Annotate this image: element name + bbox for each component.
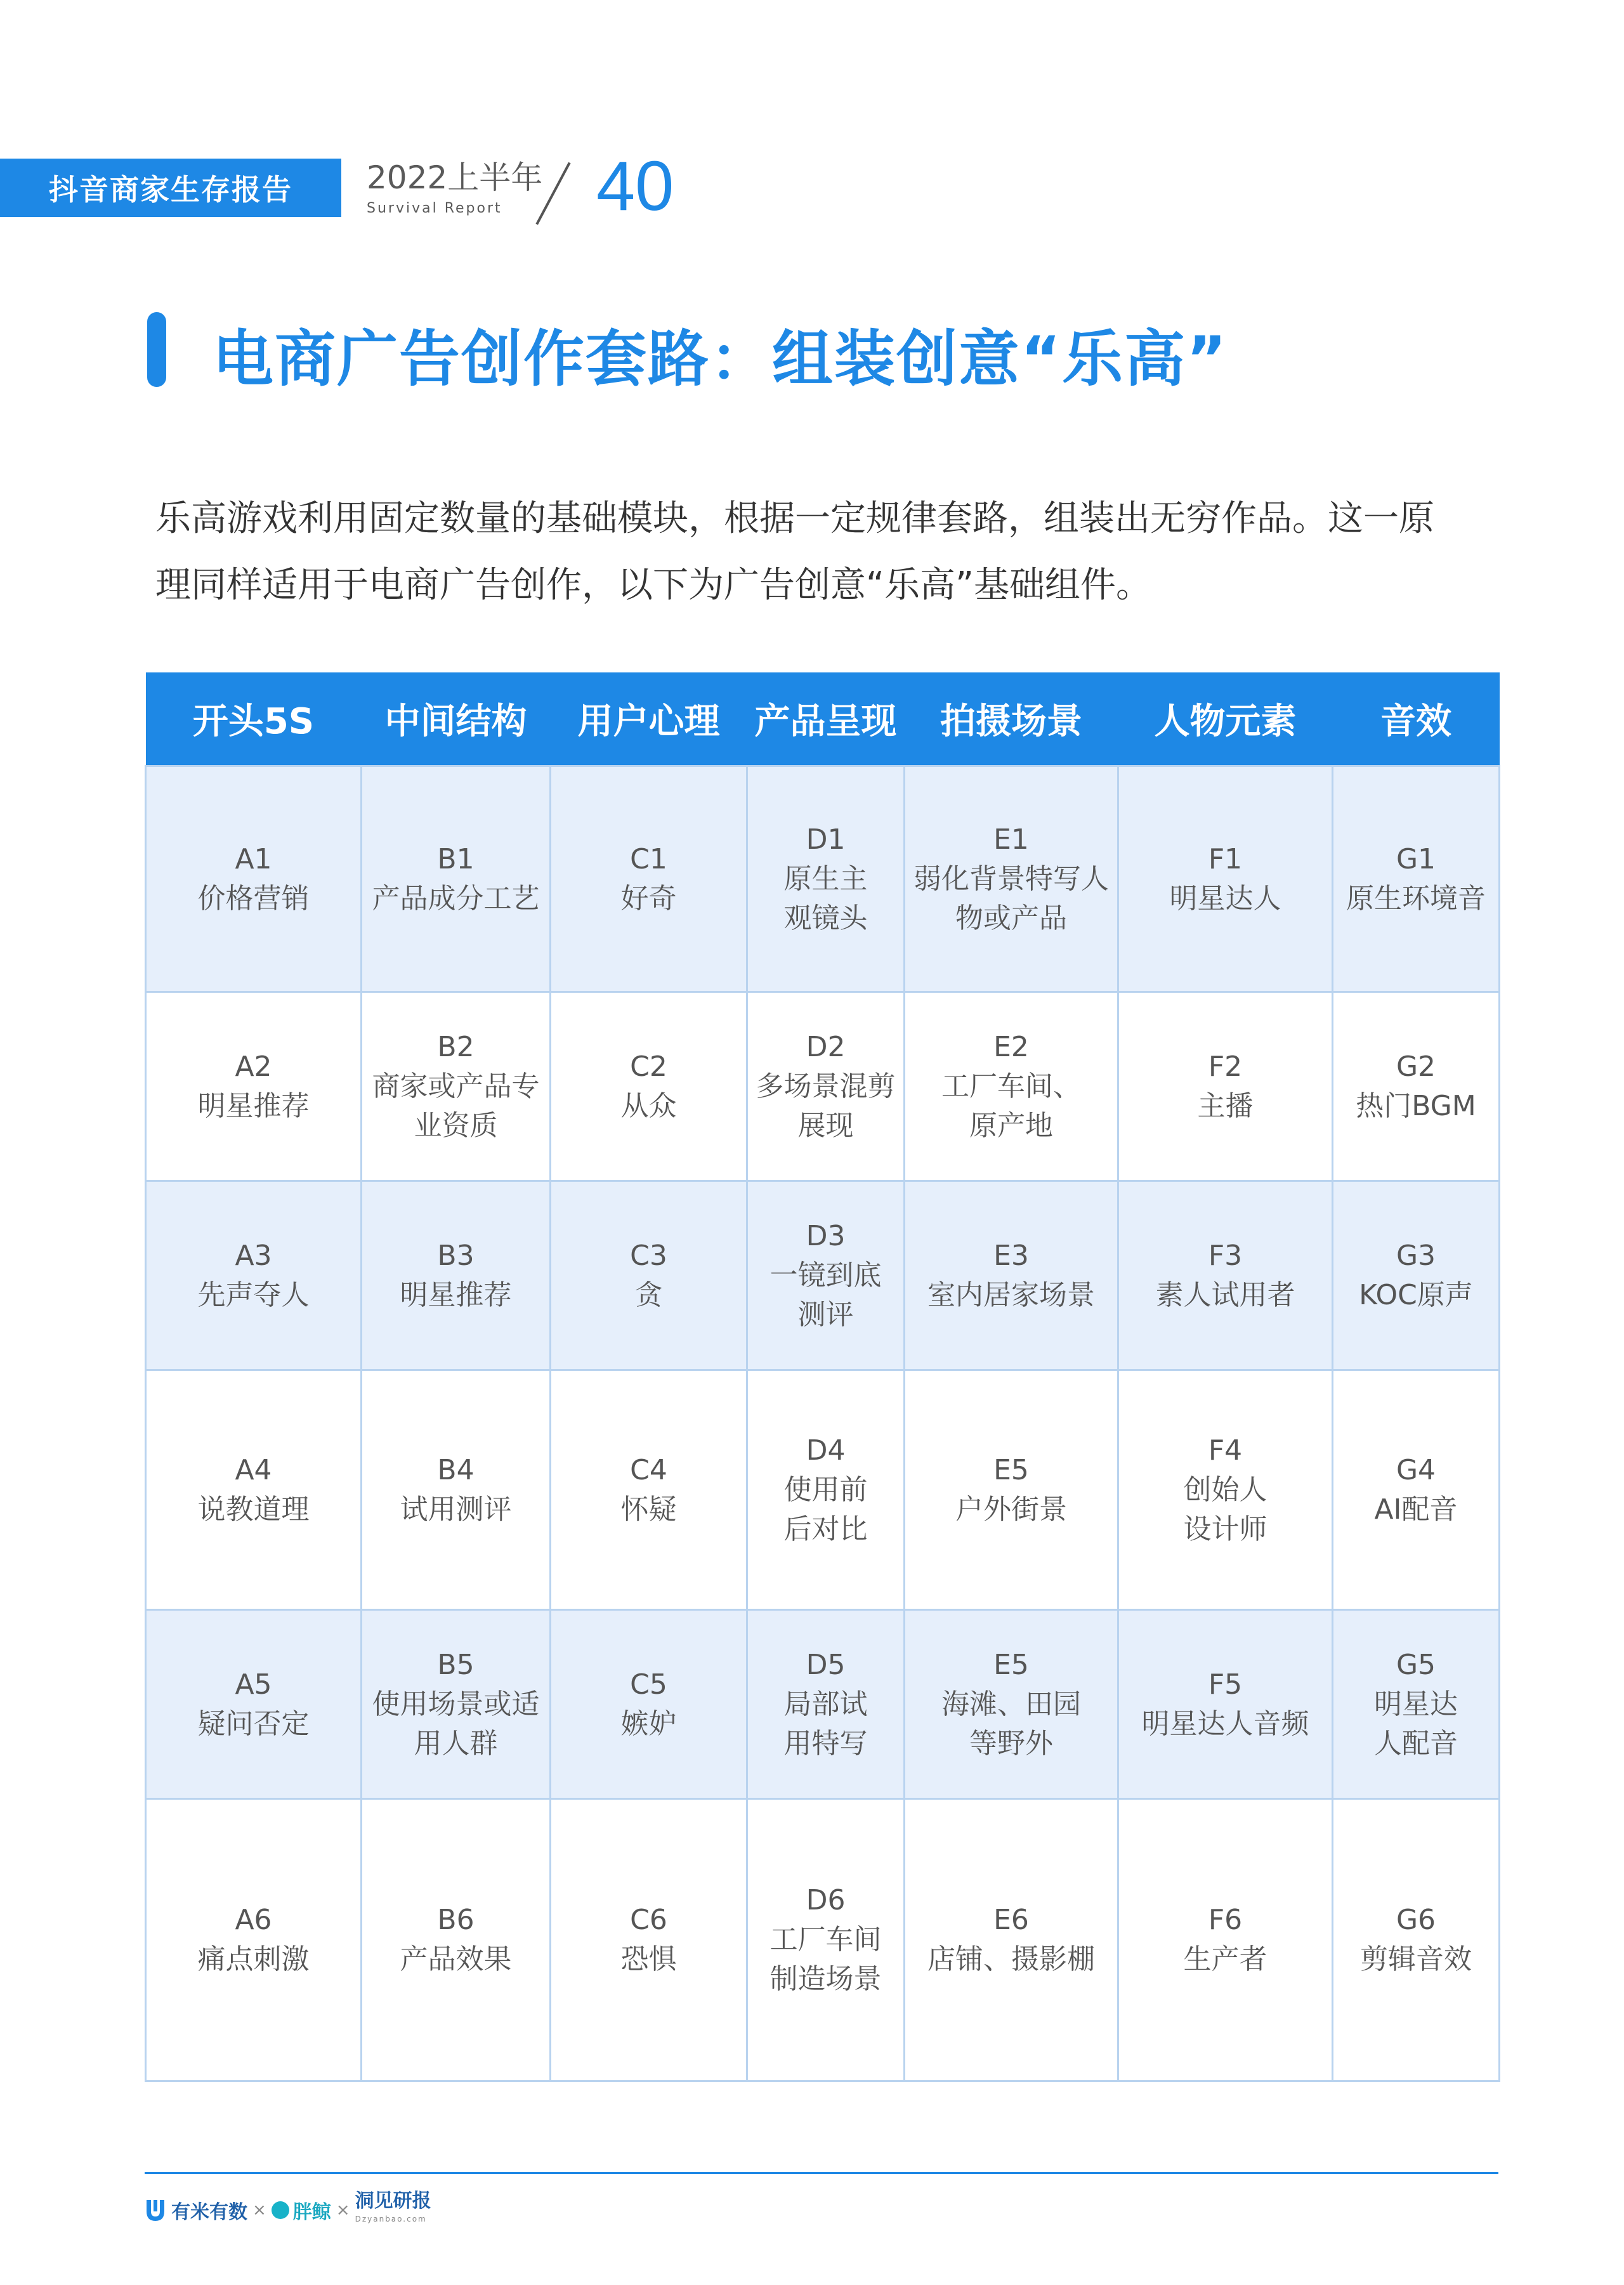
table-cell [1333,1610,1500,1799]
table-cell [551,1370,747,1610]
table-cell [1333,1799,1500,2081]
component-label: 户外街景 [955,1493,1067,1526]
component-code: E1 [993,823,1029,856]
component-code: A2 [235,1050,272,1083]
table-cell [1118,1610,1333,1799]
component-label: 原产地 [969,1109,1053,1142]
component-code: C6 [630,1904,667,1936]
component-code: G1 [1396,842,1436,875]
table-cell [551,992,747,1181]
component-code: D2 [806,1030,846,1063]
column-header: 开头5S [146,672,362,766]
component-label: 说教道理 [197,1493,310,1526]
component-label: 用人群 [414,1727,498,1760]
component-label: 明星推荐 [400,1278,512,1311]
table-cell [146,766,362,992]
component-label: 剪辑音效 [1360,1943,1472,1975]
table-cell [146,1610,362,1799]
component-label: 商家或产品专 [372,1070,540,1103]
component-label: 后对比 [783,1512,868,1545]
component-code: F5 [1208,1668,1243,1701]
component-label: 一镜到底 [769,1259,882,1292]
logo-dongjian-url: Dzyanbao.com [355,2215,427,2223]
component-label: 怀疑 [620,1493,677,1526]
component-code: D1 [806,823,846,856]
table-cell [905,766,1118,992]
component-label: 素人试用者 [1155,1278,1295,1311]
component-label: KOC原声 [1359,1278,1473,1311]
component-label: 产品效果 [400,1943,512,1975]
component-code: E5 [993,1648,1029,1681]
component-label: 制造场景 [769,1963,882,1995]
table-cell [1118,766,1333,992]
component-code: G2 [1396,1050,1436,1083]
component-label: 人配音 [1374,1727,1458,1760]
component-label: 从众 [620,1089,677,1122]
component-code: C3 [630,1239,667,1272]
logo-separator: × [252,2201,266,2220]
component-label: 原生环境音 [1346,882,1486,915]
component-code: B3 [437,1239,475,1272]
component-label: 店铺、摄影棚 [927,1943,1095,1975]
component-code: C5 [630,1668,667,1701]
component-code: E3 [993,1239,1029,1272]
component-label: 痛点刺激 [197,1943,310,1975]
component-code: G6 [1396,1904,1436,1936]
component-code: D3 [806,1219,846,1252]
component-label: 创始人 [1183,1473,1267,1506]
component-code: C4 [630,1453,667,1486]
component-code: A4 [235,1453,272,1486]
table-cell [747,1799,905,2081]
table-cell [1118,1181,1333,1370]
table-row [146,1370,1500,1610]
footer-logos [145,2192,431,2228]
footer-rule [145,2172,1498,2174]
intro-paragraph [155,485,1507,619]
component-label: 展现 [797,1109,854,1142]
component-label: 用特写 [783,1727,868,1760]
page-number: 40 [596,147,674,225]
component-code: D5 [806,1648,846,1681]
table-cell [1118,1799,1333,2081]
component-label: 测评 [797,1298,854,1331]
column-header: 音效 [1333,672,1500,766]
component-label: 使用场景或适 [372,1687,540,1720]
component-code: F6 [1208,1904,1243,1936]
logo-separator: × [336,2201,350,2220]
component-code: B1 [437,842,475,875]
component-label: 恐惧 [620,1943,677,1975]
table-cell [747,766,905,992]
table-cell [146,992,362,1181]
component-code: F2 [1208,1050,1243,1083]
component-label: 贪 [634,1278,663,1311]
table-cell [146,1370,362,1610]
column-header: 用户心理 [551,672,747,766]
component-label: 主播 [1197,1089,1254,1122]
table-cell [551,766,747,992]
component-code: D4 [806,1434,846,1467]
table-cell [362,1370,551,1610]
table-cell [1333,766,1500,992]
table-cell [551,1610,747,1799]
table-cell [905,1370,1118,1610]
component-label: 室内居家场景 [927,1278,1095,1311]
component-label: 热门BGM [1356,1089,1476,1122]
component-code: E6 [993,1904,1029,1936]
table-cell [905,992,1118,1181]
component-code: G4 [1396,1453,1436,1486]
table-cell [362,1181,551,1370]
lego-components-table [145,672,1500,2082]
table-cell [362,992,551,1181]
table-cell [1118,992,1333,1181]
component-label: 设计师 [1183,1512,1267,1545]
intro-line-1: 乐高游戏利用固定数量的基础模块，根据一定规律套路，组装出无穷作品。这一原 [155,498,1434,539]
component-label: 明星推荐 [197,1089,310,1122]
table-cell [747,1370,905,1610]
component-code: A1 [235,842,272,875]
youmi-logo-icon [145,2197,166,2223]
table-cell [905,1610,1118,1799]
component-code: F1 [1208,842,1243,875]
component-label: 产品成分工艺 [372,882,540,915]
table-row [146,766,1500,992]
table-cell [146,1181,362,1370]
component-code: E2 [993,1030,1029,1063]
column-header: 产品呈现 [747,672,905,766]
component-label: 业资质 [414,1109,498,1142]
column-header: 人物元素 [1118,672,1333,766]
component-code: B2 [437,1030,475,1063]
report-year: 2022上半年 [367,159,543,196]
table-cell [362,1799,551,2081]
table-cell [551,1799,747,2081]
component-label: 疑问否定 [197,1707,310,1740]
component-code: C2 [630,1050,667,1083]
pangjing-logo-icon [272,2201,289,2219]
component-label: 原生主 [783,862,868,895]
component-label: 嫉妒 [620,1707,677,1740]
component-code: F4 [1208,1434,1243,1467]
component-code: G5 [1396,1648,1436,1681]
report-subtitle: Survival Report [367,200,502,216]
table-cell [1333,1370,1500,1610]
component-code: C1 [630,842,667,875]
component-label: 物或产品 [955,901,1067,934]
table-cell [362,1610,551,1799]
component-label: 生产者 [1183,1943,1267,1975]
table-header-row [146,672,1500,766]
table-cell [747,1181,905,1370]
component-label: 等野外 [969,1727,1053,1760]
column-header: 中间结构 [362,672,551,766]
component-label: 价格营销 [197,882,310,915]
component-label: 明星达 [1374,1687,1458,1720]
component-code: A6 [235,1904,272,1936]
logo-pangjing-text: 胖鲸 [292,2201,331,2223]
table-cell [146,1799,362,2081]
component-label: 海滩、田园 [941,1687,1081,1720]
table-cell [905,1181,1118,1370]
component-label: 明星达人 [1169,882,1281,915]
component-label: 观镜头 [783,901,868,934]
component-code: F3 [1208,1239,1243,1272]
table-cell [747,1610,905,1799]
component-code: A3 [235,1239,272,1272]
component-code: A5 [235,1668,272,1701]
table-cell [1333,1181,1500,1370]
table-row [146,1799,1500,2081]
table-cell [551,1181,747,1370]
table-row [146,1181,1500,1370]
table-row [146,1610,1500,1799]
component-label: 明星达人音频 [1141,1707,1309,1740]
component-code: B6 [437,1904,475,1936]
page-title: 电商广告创作套路：组装创意“乐高” [213,324,1228,395]
report-name-tag: 抖音商家生存报告 [0,159,341,217]
component-label: 弱化背景特写人 [914,862,1109,895]
component-label: 多场景混剪 [756,1070,896,1103]
title-accent-bar [147,312,166,387]
component-code: D6 [806,1884,846,1916]
table-cell [1118,1370,1333,1610]
table-cell [747,992,905,1181]
table-cell [362,766,551,992]
component-code: B5 [437,1648,475,1681]
intro-line-2: 理同样适用于电商广告创作，以下为广告创意“乐高”基础组件。 [155,565,1152,606]
component-label: 局部试 [783,1687,868,1720]
component-label: 工厂车间、 [941,1070,1081,1103]
table-cell [1333,992,1500,1181]
component-code: E5 [993,1453,1029,1486]
component-label: 试用测评 [400,1493,512,1526]
logo-youmi-text: 有米有数 [171,2201,247,2223]
table-row [146,992,1500,1181]
component-code: G3 [1396,1239,1436,1272]
logo-dongjian [355,2192,431,2228]
column-header: 拍摄场景 [905,672,1118,766]
logo-dongjian-text: 洞见研报 [355,2190,431,2212]
component-label: 工厂车间 [769,1923,882,1956]
component-label: 先声夺人 [197,1278,310,1311]
component-code: B4 [437,1453,475,1486]
component-label: 使用前 [783,1473,868,1506]
component-label: 好奇 [620,882,677,915]
table-cell [905,1799,1118,2081]
component-label: AI配音 [1374,1493,1458,1526]
